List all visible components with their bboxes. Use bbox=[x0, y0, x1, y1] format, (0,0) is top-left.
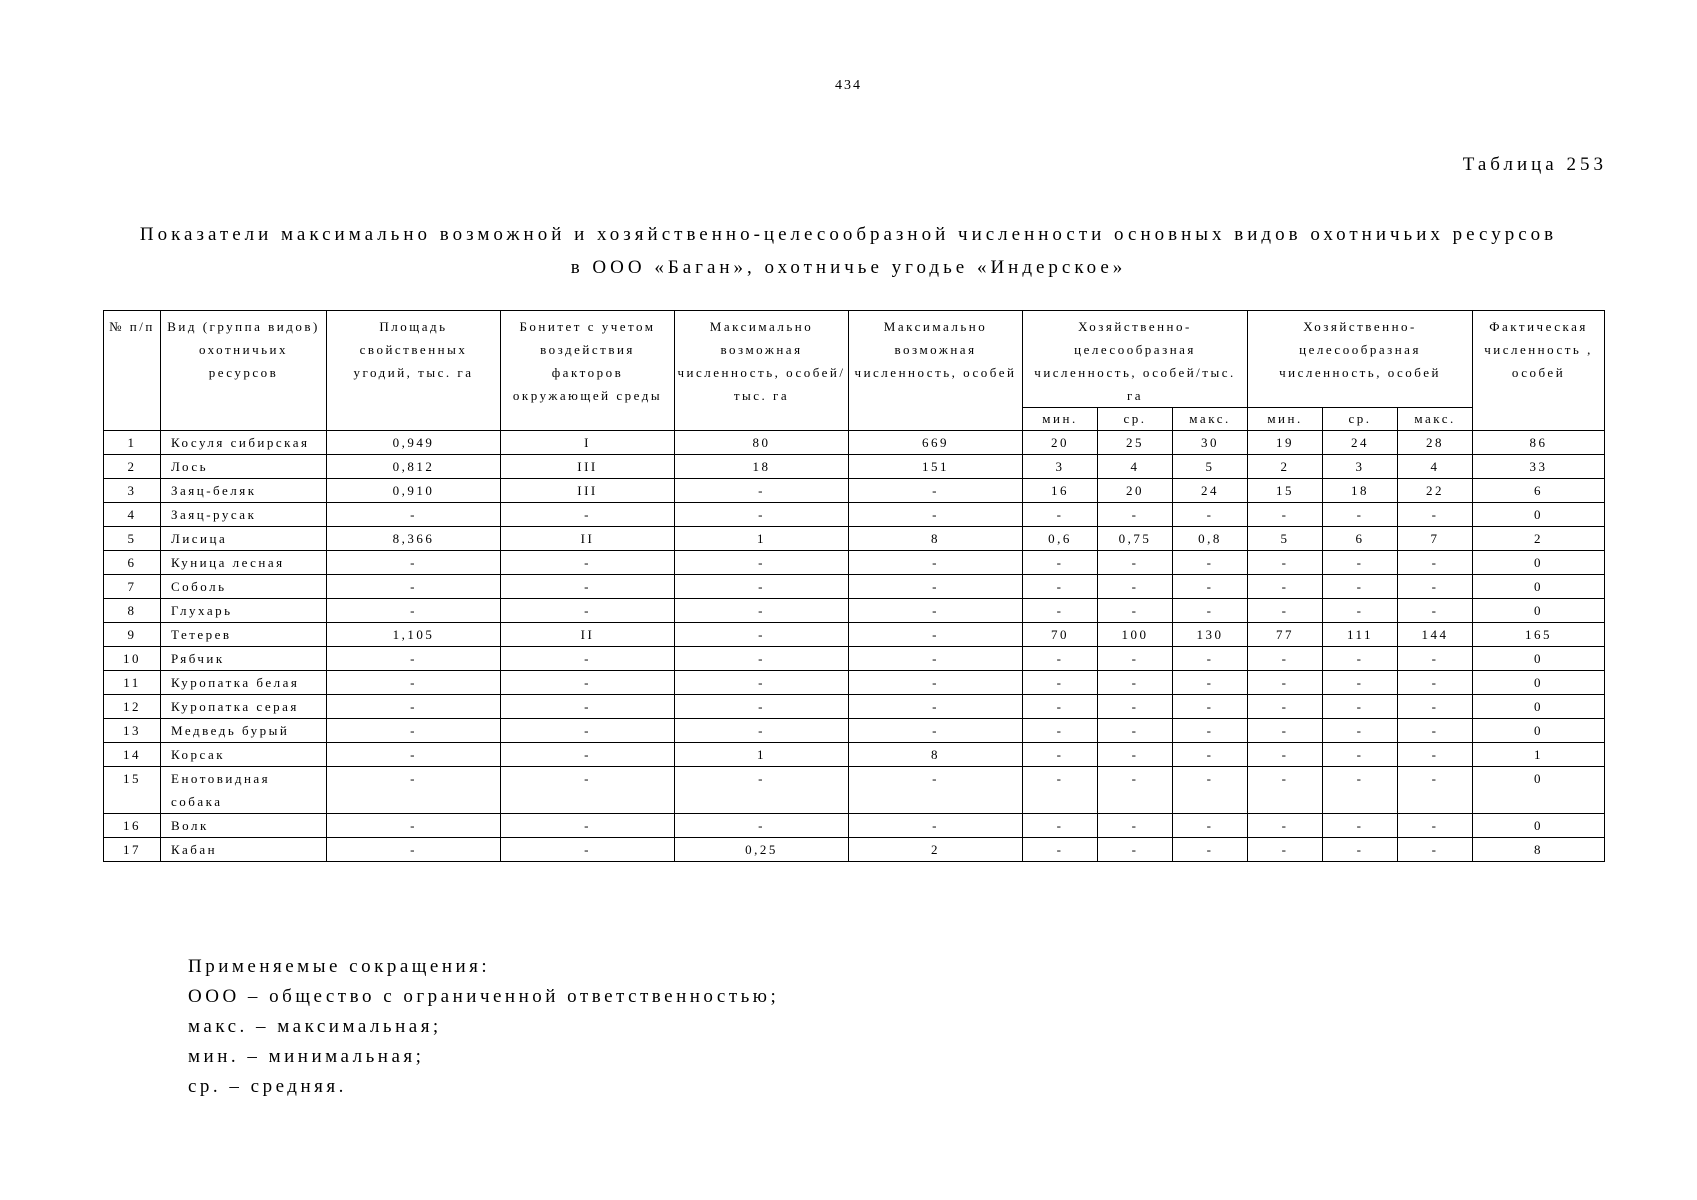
value-cell: - bbox=[675, 695, 849, 719]
species-name-cell: Глухарь bbox=[161, 599, 327, 623]
table-row bbox=[104, 503, 1605, 527]
value-cell: - bbox=[1173, 599, 1248, 623]
table-row bbox=[104, 767, 1605, 814]
value-cell: - bbox=[1323, 695, 1398, 719]
value-cell: - bbox=[1098, 719, 1173, 743]
value-cell: 0,812 bbox=[327, 455, 501, 479]
table-row bbox=[104, 743, 1605, 767]
table-row bbox=[104, 431, 1605, 455]
value-cell: - bbox=[849, 575, 1023, 599]
value-cell: - bbox=[675, 599, 849, 623]
header-eco-density: Хозяйственно-целесообразная численность, особей/тыс. га bbox=[1023, 311, 1248, 408]
note-item: ООО – общество с ограниченной ответственностью; bbox=[188, 986, 780, 1007]
value-cell: - bbox=[1173, 551, 1248, 575]
value-cell: - bbox=[1023, 671, 1098, 695]
value-cell: - bbox=[849, 599, 1023, 623]
value-cell: - bbox=[1248, 719, 1323, 743]
row-number-cell: 2 bbox=[104, 455, 161, 479]
value-cell: - bbox=[675, 671, 849, 695]
value-cell: - bbox=[327, 503, 501, 527]
value-cell: - bbox=[1398, 743, 1473, 767]
header-row bbox=[104, 311, 1605, 408]
value-cell: 111 bbox=[1323, 623, 1398, 647]
value-cell: - bbox=[849, 719, 1023, 743]
table-label: Таблица 253 bbox=[1462, 154, 1607, 175]
value-cell: - bbox=[327, 838, 501, 862]
table-row bbox=[104, 479, 1605, 503]
table-row bbox=[104, 455, 1605, 479]
value-cell: 165 bbox=[1473, 623, 1605, 647]
value-cell: 6 bbox=[1323, 527, 1398, 551]
value-cell: 19 bbox=[1248, 431, 1323, 455]
table-body bbox=[104, 431, 1605, 862]
value-cell: - bbox=[1023, 767, 1098, 814]
value-cell: 24 bbox=[1173, 479, 1248, 503]
table-row bbox=[104, 527, 1605, 551]
value-cell: 77 bbox=[1248, 623, 1323, 647]
value-cell: - bbox=[1398, 767, 1473, 814]
value-cell: - bbox=[849, 623, 1023, 647]
row-number-cell: 14 bbox=[104, 743, 161, 767]
value-cell: - bbox=[849, 479, 1023, 503]
row-number-cell: 17 bbox=[104, 838, 161, 862]
value-cell: - bbox=[675, 503, 849, 527]
value-cell: - bbox=[1323, 575, 1398, 599]
value-cell: - bbox=[1398, 695, 1473, 719]
value-cell: - bbox=[327, 719, 501, 743]
value-cell: 0 bbox=[1473, 575, 1605, 599]
subheader-min: мин. bbox=[1023, 408, 1098, 431]
value-cell: - bbox=[1173, 575, 1248, 599]
value-cell: - bbox=[1248, 814, 1323, 838]
value-cell: 669 bbox=[849, 431, 1023, 455]
value-cell: - bbox=[1098, 647, 1173, 671]
species-name-cell: Куропатка белая bbox=[161, 671, 327, 695]
value-cell: 100 bbox=[1098, 623, 1173, 647]
value-cell: III bbox=[501, 479, 675, 503]
value-cell: 1 bbox=[675, 743, 849, 767]
species-name-cell: Заяц-беляк bbox=[161, 479, 327, 503]
value-cell: - bbox=[1323, 767, 1398, 814]
value-cell: 33 bbox=[1473, 455, 1605, 479]
value-cell: - bbox=[1248, 551, 1323, 575]
value-cell: 0,6 bbox=[1023, 527, 1098, 551]
table-row bbox=[104, 647, 1605, 671]
row-number-cell: 13 bbox=[104, 719, 161, 743]
subheader-avg: ср. bbox=[1323, 408, 1398, 431]
value-cell: 0 bbox=[1473, 814, 1605, 838]
value-cell: - bbox=[849, 647, 1023, 671]
value-cell: - bbox=[327, 743, 501, 767]
value-cell: - bbox=[1323, 719, 1398, 743]
species-name-cell: Соболь bbox=[161, 575, 327, 599]
value-cell: 0,910 bbox=[327, 479, 501, 503]
value-cell: 7 bbox=[1398, 527, 1473, 551]
header-num: № п/п bbox=[104, 311, 161, 431]
value-cell: - bbox=[1248, 695, 1323, 719]
value-cell: - bbox=[1173, 838, 1248, 862]
value-cell: - bbox=[1023, 503, 1098, 527]
row-number-cell: 8 bbox=[104, 599, 161, 623]
value-cell: 2 bbox=[1473, 527, 1605, 551]
value-cell: - bbox=[1023, 551, 1098, 575]
subheader-max: макс. bbox=[1398, 408, 1473, 431]
value-cell: - bbox=[675, 647, 849, 671]
value-cell: - bbox=[1323, 838, 1398, 862]
row-number-cell: 4 bbox=[104, 503, 161, 527]
value-cell: - bbox=[1398, 599, 1473, 623]
value-cell: II bbox=[501, 623, 675, 647]
value-cell: - bbox=[1323, 647, 1398, 671]
value-cell: 20 bbox=[1023, 431, 1098, 455]
subheader-max: макс. bbox=[1173, 408, 1248, 431]
species-name-cell: Куропатка серая bbox=[161, 695, 327, 719]
row-number-cell: 6 bbox=[104, 551, 161, 575]
value-cell: - bbox=[327, 647, 501, 671]
value-cell: 15 bbox=[1248, 479, 1323, 503]
value-cell: 2 bbox=[849, 838, 1023, 862]
value-cell: 18 bbox=[675, 455, 849, 479]
value-cell: - bbox=[1173, 503, 1248, 527]
row-number-cell: 12 bbox=[104, 695, 161, 719]
value-cell: - bbox=[501, 647, 675, 671]
value-cell: - bbox=[501, 575, 675, 599]
header-species: Вид (группа видов) охотничьих ресурсов bbox=[161, 311, 327, 431]
value-cell: 8 bbox=[849, 743, 1023, 767]
value-cell: - bbox=[1023, 719, 1098, 743]
value-cell: 130 bbox=[1173, 623, 1248, 647]
value-cell: 1 bbox=[675, 527, 849, 551]
header-actual: Фактическая численность , особей bbox=[1473, 311, 1605, 431]
value-cell: - bbox=[1173, 719, 1248, 743]
value-cell: - bbox=[327, 671, 501, 695]
value-cell: - bbox=[501, 671, 675, 695]
value-cell: - bbox=[675, 719, 849, 743]
value-cell: - bbox=[1023, 599, 1098, 623]
value-cell: - bbox=[1098, 575, 1173, 599]
note-item: ср. – средняя. bbox=[188, 1076, 347, 1097]
value-cell: 3 bbox=[1323, 455, 1398, 479]
row-number-cell: 10 bbox=[104, 647, 161, 671]
value-cell: - bbox=[849, 551, 1023, 575]
value-cell: - bbox=[1248, 671, 1323, 695]
value-cell: - bbox=[1398, 838, 1473, 862]
row-number-cell: 9 bbox=[104, 623, 161, 647]
value-cell: - bbox=[675, 623, 849, 647]
value-cell: 8 bbox=[849, 527, 1023, 551]
value-cell: 22 bbox=[1398, 479, 1473, 503]
value-cell: - bbox=[1248, 503, 1323, 527]
header-max-density: Максимально возможная численность, особей/тыс. га bbox=[675, 311, 849, 431]
value-cell: - bbox=[1248, 767, 1323, 814]
table-row bbox=[104, 719, 1605, 743]
value-cell: - bbox=[327, 599, 501, 623]
value-cell: - bbox=[1023, 575, 1098, 599]
table-title-line-1: Показатели максимально возможной и хозяйственно-целесообразной численности основных видов охотничьих ресурсов bbox=[139, 224, 1558, 245]
value-cell: - bbox=[1098, 671, 1173, 695]
value-cell: III bbox=[501, 455, 675, 479]
value-cell: 0 bbox=[1473, 599, 1605, 623]
value-cell: - bbox=[1098, 838, 1173, 862]
value-cell: - bbox=[1023, 647, 1098, 671]
value-cell: - bbox=[1023, 695, 1098, 719]
value-cell: - bbox=[501, 695, 675, 719]
value-cell: 18 bbox=[1323, 479, 1398, 503]
header-max-count: Максимально возможная численность, особей bbox=[849, 311, 1023, 431]
value-cell: 4 bbox=[1098, 455, 1173, 479]
row-number-cell: 7 bbox=[104, 575, 161, 599]
value-cell: - bbox=[1098, 743, 1173, 767]
value-cell: - bbox=[849, 503, 1023, 527]
value-cell: 0,75 bbox=[1098, 527, 1173, 551]
value-cell: - bbox=[327, 767, 501, 814]
value-cell: 30 bbox=[1173, 431, 1248, 455]
value-cell: - bbox=[1398, 551, 1473, 575]
row-number-cell: 16 bbox=[104, 814, 161, 838]
table-row bbox=[104, 695, 1605, 719]
species-name-cell: Волк bbox=[161, 814, 327, 838]
table-title-line-2: в ООО «Баган», охотничье угодье «Индерское» bbox=[570, 257, 1127, 278]
value-cell: 5 bbox=[1248, 527, 1323, 551]
value-cell: - bbox=[501, 838, 675, 862]
value-cell: 16 bbox=[1023, 479, 1098, 503]
value-cell: - bbox=[1173, 647, 1248, 671]
table-title bbox=[60, 218, 1637, 284]
value-cell: 0 bbox=[1473, 671, 1605, 695]
value-cell: 0 bbox=[1473, 695, 1605, 719]
row-number-cell: 1 bbox=[104, 431, 161, 455]
value-cell: 0 bbox=[1473, 647, 1605, 671]
value-cell: 0 bbox=[1473, 503, 1605, 527]
value-cell: 25 bbox=[1098, 431, 1173, 455]
value-cell: 24 bbox=[1323, 431, 1398, 455]
value-cell: - bbox=[1398, 647, 1473, 671]
header-area: Площадь свойственных угодий, тыс. га bbox=[327, 311, 501, 431]
value-cell: I bbox=[501, 431, 675, 455]
value-cell: - bbox=[1173, 767, 1248, 814]
value-cell: - bbox=[1098, 503, 1173, 527]
value-cell: - bbox=[327, 551, 501, 575]
row-number-cell: 3 bbox=[104, 479, 161, 503]
value-cell: - bbox=[1323, 743, 1398, 767]
value-cell: - bbox=[1098, 551, 1173, 575]
value-cell: - bbox=[501, 503, 675, 527]
value-cell: - bbox=[1398, 575, 1473, 599]
note-item: мин. – минимальная; bbox=[188, 1046, 425, 1067]
abbreviations-notes bbox=[188, 952, 779, 1102]
table-row bbox=[104, 814, 1605, 838]
value-cell: - bbox=[1323, 671, 1398, 695]
value-cell: - bbox=[1248, 647, 1323, 671]
value-cell: - bbox=[1248, 599, 1323, 623]
value-cell: - bbox=[327, 695, 501, 719]
row-number-cell: 5 bbox=[104, 527, 161, 551]
value-cell: - bbox=[1173, 671, 1248, 695]
value-cell: - bbox=[1173, 743, 1248, 767]
page-number: 434 bbox=[835, 78, 862, 93]
value-cell: 151 bbox=[849, 455, 1023, 479]
value-cell: - bbox=[1098, 599, 1173, 623]
value-cell: 28 bbox=[1398, 431, 1473, 455]
value-cell: - bbox=[501, 599, 675, 623]
species-name-cell: Лисица bbox=[161, 527, 327, 551]
value-cell: 1 bbox=[1473, 743, 1605, 767]
value-cell: 0 bbox=[1473, 719, 1605, 743]
value-cell: II bbox=[501, 527, 675, 551]
value-cell: - bbox=[1098, 695, 1173, 719]
table-row bbox=[104, 838, 1605, 862]
value-cell: - bbox=[1398, 719, 1473, 743]
species-name-cell: Медведь бурый bbox=[161, 719, 327, 743]
value-cell: - bbox=[1098, 767, 1173, 814]
value-cell: - bbox=[501, 767, 675, 814]
species-name-cell: Корсак bbox=[161, 743, 327, 767]
value-cell: 144 bbox=[1398, 623, 1473, 647]
value-cell: - bbox=[675, 767, 849, 814]
value-cell: - bbox=[1023, 838, 1098, 862]
value-cell: 0,25 bbox=[675, 838, 849, 862]
species-name-cell: Кабан bbox=[161, 838, 327, 862]
row-number-cell: 11 bbox=[104, 671, 161, 695]
value-cell: 6 bbox=[1473, 479, 1605, 503]
value-cell: - bbox=[501, 743, 675, 767]
species-name-cell: Енотовидная собака bbox=[161, 767, 327, 814]
value-cell: 0,8 bbox=[1173, 527, 1248, 551]
value-cell: - bbox=[1398, 671, 1473, 695]
table-row bbox=[104, 623, 1605, 647]
table-row bbox=[104, 671, 1605, 695]
value-cell: 70 bbox=[1023, 623, 1098, 647]
species-name-cell: Косуля сибирская bbox=[161, 431, 327, 455]
value-cell: 1,105 bbox=[327, 623, 501, 647]
species-name-cell: Лось bbox=[161, 455, 327, 479]
value-cell: - bbox=[501, 719, 675, 743]
value-cell: - bbox=[675, 479, 849, 503]
value-cell: - bbox=[1098, 814, 1173, 838]
value-cell: - bbox=[1398, 503, 1473, 527]
row-number-cell: 15 bbox=[104, 767, 161, 814]
value-cell: - bbox=[327, 814, 501, 838]
value-cell: 8 bbox=[1473, 838, 1605, 862]
value-cell: - bbox=[327, 575, 501, 599]
value-cell: 5 bbox=[1173, 455, 1248, 479]
data-table bbox=[103, 310, 1605, 862]
value-cell: - bbox=[1323, 814, 1398, 838]
table-row bbox=[104, 599, 1605, 623]
value-cell: - bbox=[675, 551, 849, 575]
subheader-avg: ср. bbox=[1098, 408, 1173, 431]
header-eco-count: Хозяйственно-целесообразная численность, особей bbox=[1248, 311, 1473, 408]
value-cell: 2 bbox=[1248, 455, 1323, 479]
note-item: макс. – максимальная; bbox=[188, 1016, 442, 1037]
header-bonitet: Бонитет с учетом воздействия факторов окружающей среды bbox=[501, 311, 675, 431]
value-cell: 8,366 bbox=[327, 527, 501, 551]
value-cell: - bbox=[849, 671, 1023, 695]
value-cell: - bbox=[1173, 695, 1248, 719]
species-name-cell: Тетерев bbox=[161, 623, 327, 647]
value-cell: - bbox=[501, 814, 675, 838]
value-cell: - bbox=[1323, 503, 1398, 527]
value-cell: - bbox=[1023, 814, 1098, 838]
value-cell: - bbox=[849, 767, 1023, 814]
value-cell: - bbox=[1323, 551, 1398, 575]
value-cell: 0 bbox=[1473, 551, 1605, 575]
value-cell: - bbox=[1248, 838, 1323, 862]
value-cell: - bbox=[1173, 814, 1248, 838]
value-cell: - bbox=[675, 575, 849, 599]
species-name-cell: Рябчик bbox=[161, 647, 327, 671]
table-row bbox=[104, 551, 1605, 575]
species-name-cell: Куница лесная bbox=[161, 551, 327, 575]
value-cell: - bbox=[1248, 743, 1323, 767]
value-cell: - bbox=[849, 695, 1023, 719]
table-row bbox=[104, 575, 1605, 599]
subheader-min: мин. bbox=[1248, 408, 1323, 431]
value-cell: - bbox=[1398, 814, 1473, 838]
notes-heading: Применяемые сокращения: bbox=[188, 956, 491, 977]
value-cell: 20 bbox=[1098, 479, 1173, 503]
value-cell: - bbox=[501, 551, 675, 575]
value-cell: 0,949 bbox=[327, 431, 501, 455]
value-cell: 80 bbox=[675, 431, 849, 455]
value-cell: 4 bbox=[1398, 455, 1473, 479]
value-cell: - bbox=[849, 814, 1023, 838]
value-cell: 86 bbox=[1473, 431, 1605, 455]
species-name-cell: Заяц-русак bbox=[161, 503, 327, 527]
value-cell: - bbox=[1023, 743, 1098, 767]
value-cell: - bbox=[1248, 575, 1323, 599]
value-cell: 3 bbox=[1023, 455, 1098, 479]
value-cell: - bbox=[1323, 599, 1398, 623]
value-cell: - bbox=[675, 814, 849, 838]
value-cell: 0 bbox=[1473, 767, 1605, 814]
